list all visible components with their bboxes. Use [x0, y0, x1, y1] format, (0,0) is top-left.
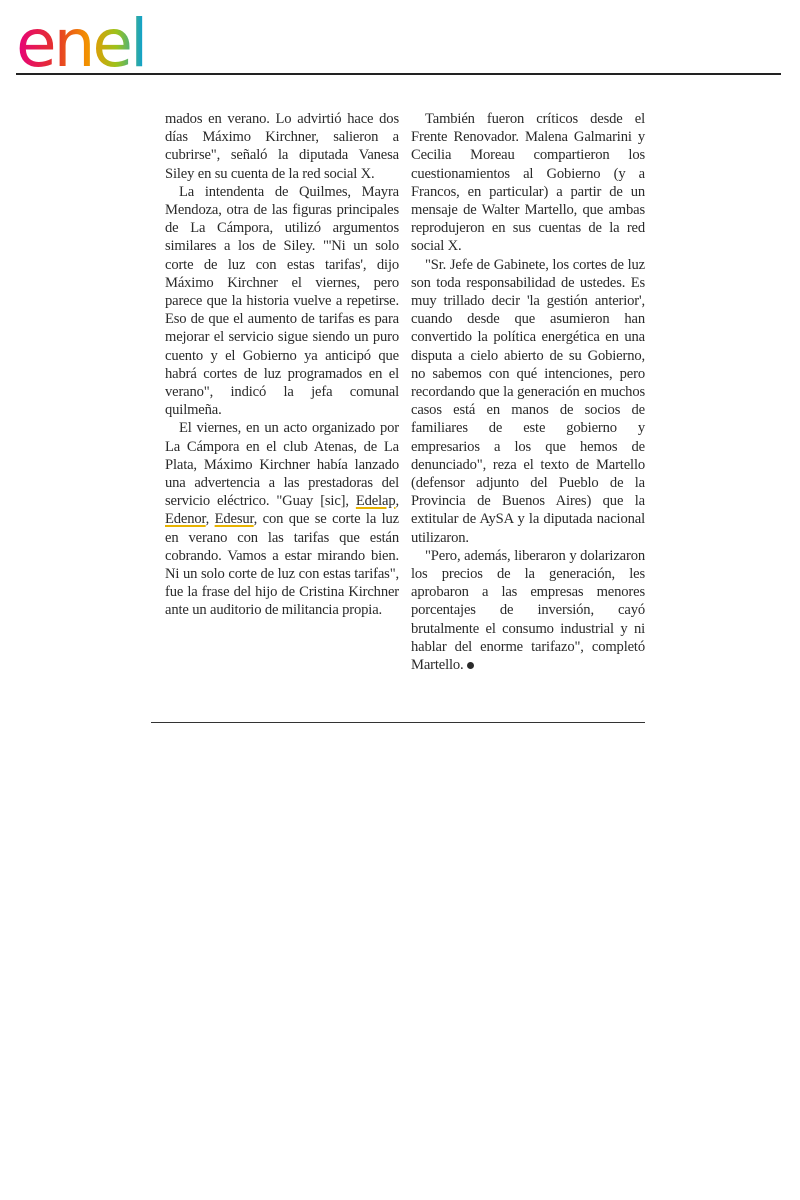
- right-paragraph-3-text: "Pero, además, liberaron y dolarizaron los precios de la generación, les aprobaron a las empresas menores porcentajes de inversión, cayó brutalmente el consumo industrial y ni hablar del enorme tarifazo", completó Martello.: [411, 547, 645, 674]
- right-paragraph-2: "Sr. Jefe de Gabinete, los cortes de luz son toda responsabilidad de ustedes. Es muy trillado decir 'la gestión anterior', cuando desde que asumieron han convertido la política energética en una disputa a cielo abierto de su Gobierno, no sabemos con qué intenciones, pero recordando que la generación en muchos casos está en manos de socios de familiares de este gobierno y empresarios a los que hemos de denunciado", reza el texto de Martello (defensor adjunto del Pueblo de la Provincia de Buenos Aires) que la extitular de AySA y la diputada nacional utilizaron.: [411, 256, 645, 546]
- footer-divider: [151, 722, 645, 723]
- left-paragraph-1: mados en verano. Lo advirtió hace dos días Máximo Kirchner, salieron a cubrirse", señaló la diputada Vanesa Siley en su cuenta de la red social X.: [165, 111, 399, 182]
- left-paragraph-3: [165, 419, 399, 619]
- company-edesur: Edesur: [214, 511, 254, 528]
- enel-logo-text: enel: [16, 8, 146, 72]
- article-column-left: [165, 110, 399, 620]
- header-divider: [16, 73, 781, 75]
- separator-1: ,: [395, 493, 399, 510]
- left-paragraph-2: La intendenta de Quilmes, Mayra Mendoza, otra de las figuras principales de La Cámpora, utilizó argumentos similares a los de Siley. "'Ni un solo corte de luz con estas tarifas', dijo Máximo Kirchner el viernes, pero parece que la historia vuelve a repetirse. Eso de que el aumento de tarifas es para mejorar el servicio sigue siendo un puro cuento y el Gobierno ya anticipó que habrá cortes de luz programados en el verano", indicó la jefa comunal quilmeña.: [165, 183, 399, 419]
- left-paragraph-3-after: , con que se corte la luz en verano con las tarifas que están cobrando. Vamos a estar mirando bien. Ni un solo corte de luz con estas tarifas", fue la frase del hijo de Cristina Kirchner ante un auditorio de militancia propia.: [165, 511, 399, 619]
- right-paragraph-1: También fueron críticos desde el Frente Renovador. Malena Galmarini y Cecilia Moreau compartieron los cuestionamientos al Gobierno (y a Francos, en particular) a partir de un mensaje de Walter Martello, que ambas reprodujeron en sus cuentas de la red social X.: [411, 111, 645, 255]
- right-paragraph-3: [411, 547, 645, 674]
- left-paragraph-3-before: El viernes, en un acto organizado por La Cámpora en el club Atenas, de La Plata, Máximo Kirchner había lanzado una advertencia a las prestadoras del servicio eléctrico. "Guay [sic],: [165, 420, 399, 510]
- company-edenor: Edenor: [165, 511, 206, 528]
- article-end-bullet-icon: [467, 662, 474, 669]
- company-edelap: Edelap: [355, 493, 396, 510]
- article-column-right: [411, 110, 645, 674]
- separator-2: ,: [205, 511, 215, 528]
- enel-logo: [16, 8, 181, 72]
